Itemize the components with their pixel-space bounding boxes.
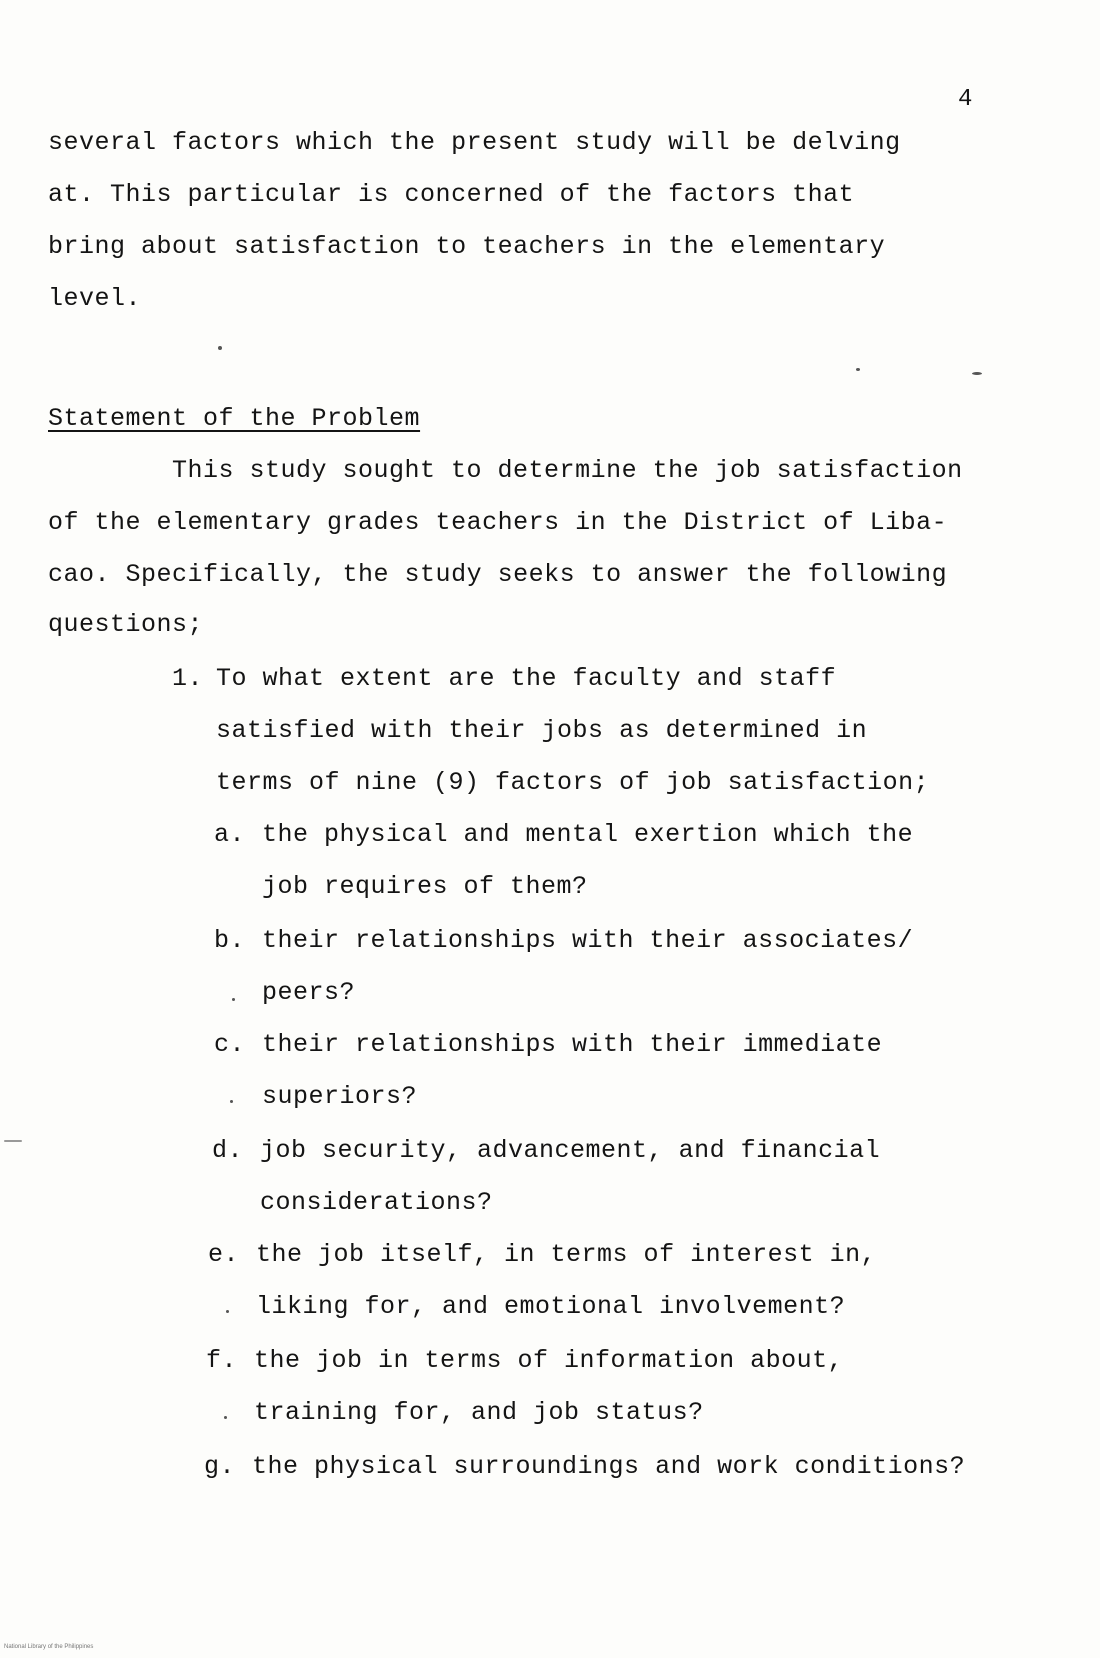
question-line: terms of nine (9) factors of job satisfaction; [216,768,930,797]
factor-letter: d. [212,1136,244,1165]
section-heading: Statement of the Problem [48,404,421,433]
factor-line: their relationships with their associates/ [262,926,914,955]
scan-speck [230,1100,233,1103]
page-number: 4 [958,86,973,113]
factor-line: training for, and job status? [254,1398,704,1427]
factor-line: the physical surroundings and work conditions? [252,1452,966,1481]
factor-line: job requires of them? [262,872,588,901]
scan-speck [224,1416,227,1419]
factor-letter: f. [206,1346,238,1375]
scan-speck [972,372,982,375]
problem-line: This study sought to determine the job satisfaction [172,456,963,485]
factor-line: peers? [262,978,356,1007]
scan-speck [232,998,235,1001]
factor-line: the physical and mental exertion which the [262,820,914,849]
factor-letter: g. [204,1452,236,1481]
question-line: satisfied with their jobs as determined in [216,716,868,745]
factor-letter: b. [214,926,246,955]
intro-line: at. This particular is concerned of the factors that [48,180,855,209]
factor-line: their relationships with their immediate [262,1030,883,1059]
problem-line: questions; [48,610,204,639]
intro-line: several factors which the present study will be delving [48,128,901,157]
factor-line: the job in terms of information about, [254,1346,844,1375]
factor-letter: e. [208,1240,240,1269]
factor-line: liking for, and emotional involvement? [256,1292,846,1321]
question-line: To what extent are the faculty and staff [216,664,837,693]
factor-line: job security, advancement, and financial [260,1136,881,1165]
scan-speck [218,346,222,350]
scan-speck [226,1310,229,1313]
intro-line: level. [48,284,142,313]
factor-letter: c. [214,1030,246,1059]
scan-footer: National Library of the Philippines [4,1644,94,1650]
factor-line: considerations? [260,1188,493,1217]
intro-line: bring about satisfaction to teachers in the elementary [48,232,886,261]
factor-line: superiors? [262,1082,418,1111]
factor-line: the job itself, in terms of interest in, [256,1240,877,1269]
scan-speck [856,368,860,371]
factor-letter: a. [214,820,246,849]
question-number: 1. [172,664,204,693]
problem-line: cao. Specifically, the study seeks to answer the following [48,560,948,589]
scan-speck [4,1140,22,1142]
problem-line: of the elementary grades teachers in the District of Liba- [48,508,948,537]
